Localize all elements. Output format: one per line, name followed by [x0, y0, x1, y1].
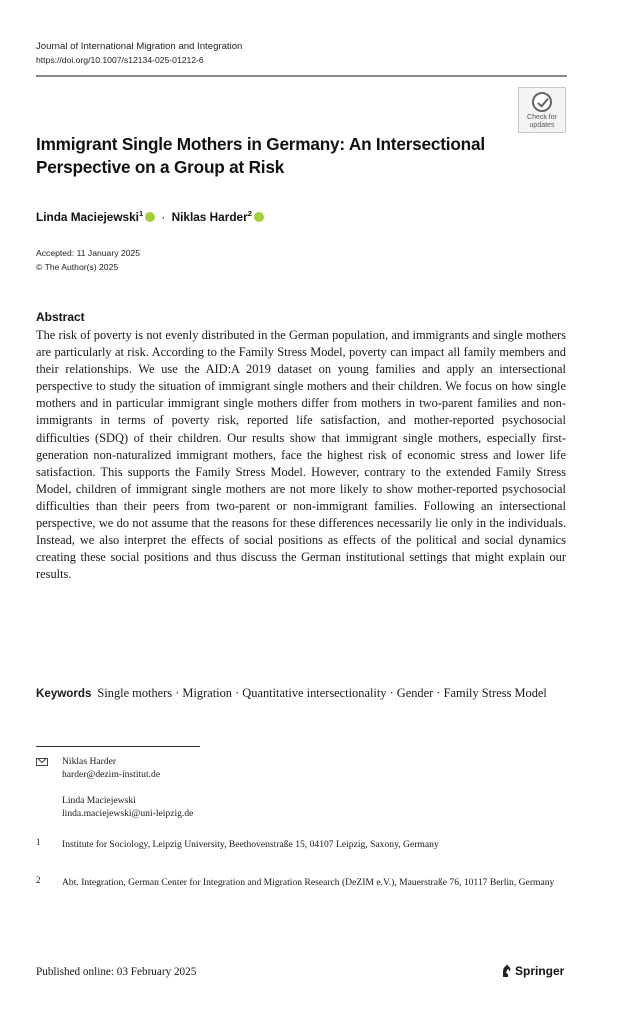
keywords — [36, 685, 566, 703]
springer-logo[interactable] — [500, 962, 564, 980]
contact-name: Linda Maciejewski — [62, 795, 136, 806]
badge-line1: Check for — [527, 114, 557, 121]
orcid-icon[interactable] — [254, 212, 264, 222]
orcid-icon[interactable] — [145, 212, 155, 222]
journal-name: Journal of International Migration and Integration — [36, 41, 243, 52]
author-separator: · — [161, 209, 166, 224]
author-affil-mark: 2 — [247, 209, 252, 218]
check-for-updates-icon — [532, 92, 552, 112]
footnote-rule — [36, 746, 200, 747]
copyright-line: © The Author(s) 2025 — [36, 262, 119, 272]
affiliation-mark: 2 — [36, 875, 41, 885]
header-rule — [36, 75, 567, 77]
contact-name: Niklas Harder — [62, 756, 117, 767]
keywords-label: Keywords — [36, 687, 92, 700]
author-list — [36, 206, 264, 225]
doi-link[interactable]: https://doi.org/10.1007/s12134-025-01212-6 — [36, 55, 204, 65]
badge-line2: updates — [529, 122, 555, 129]
keywords-text: Single mothers · Migration · Quantitative intersectionality · Gender · Family Stress Model — [97, 686, 547, 700]
affiliation-mark: 1 — [36, 837, 41, 847]
affiliation-text: Abt. Integration, German Center for Integration and Migration Research (DeZIM e.V.), Mauerstraße 76, 10117 Berlin, Germany — [62, 877, 555, 888]
author-name[interactable]: Linda Maciejewski — [36, 209, 139, 224]
publisher-name: Springer — [515, 964, 565, 978]
author-affil-mark: 1 — [138, 209, 144, 218]
check-for-updates-badge[interactable] — [518, 87, 566, 133]
affiliation-text: Institute for Sociology, Leipzig University, Beethovenstraße 15, 04107 Leipzig, Saxony, Germany — [62, 839, 439, 850]
mail-icon — [36, 758, 48, 766]
abstract-text: The risk of poverty is not evenly distributed in the German population, and immigrants and single mothers are particularly at risk. According to the Family Stress Model, poverty can impact all family members and their relationships. We use the AID:A 2019 dataset on young families and apply an intersectional perspective to study the situation of immigrant single mothers and their children. We focus on how single mothers and in particular immigrant single mothers differ from mothers in two-parent families and non-immigrants in terms of poverty risk, reported life satisfaction, and mother-reported psychosocial difficulties (SDQ) of their children. Our results show that immigrant single mothers, especially first-generation non-naturalized immigrant mothers, face the highest risk of economic stress and lower life satisfaction. This supports the Family Stress Model. However, contrary to the extended Family Stress Model, children of immigrant single mothers are not more likely to show mother-reported psychosocial difficulties than their peers from two-parent or non-immigrant families. Following an intersectional perspective, we do not assume that the reasons for these differences necessarily lie only in the individuals. Instead, we also interpret the effects of social positions as effects of the political and social dynamics creating these social positions and thus discuss the German institutional settings that might explain our results. — [36, 328, 566, 582]
article-title: Immigrant Single Mothers in Germany: An Intersectional Perspective on a Group at Risk — [36, 134, 485, 177]
contact-email[interactable]: harder@dezim-institut.de — [62, 769, 161, 780]
contact-email[interactable]: linda.maciejewski@uni-leipzig.de — [62, 808, 194, 819]
published-online: Published online: 03 February 2025 — [36, 966, 197, 978]
abstract-heading: Abstract — [36, 310, 85, 324]
springer-horse-icon — [500, 963, 513, 978]
accepted-date: Accepted: 11 January 2025 — [36, 248, 140, 258]
author-name[interactable]: Niklas Harder — [171, 209, 248, 224]
